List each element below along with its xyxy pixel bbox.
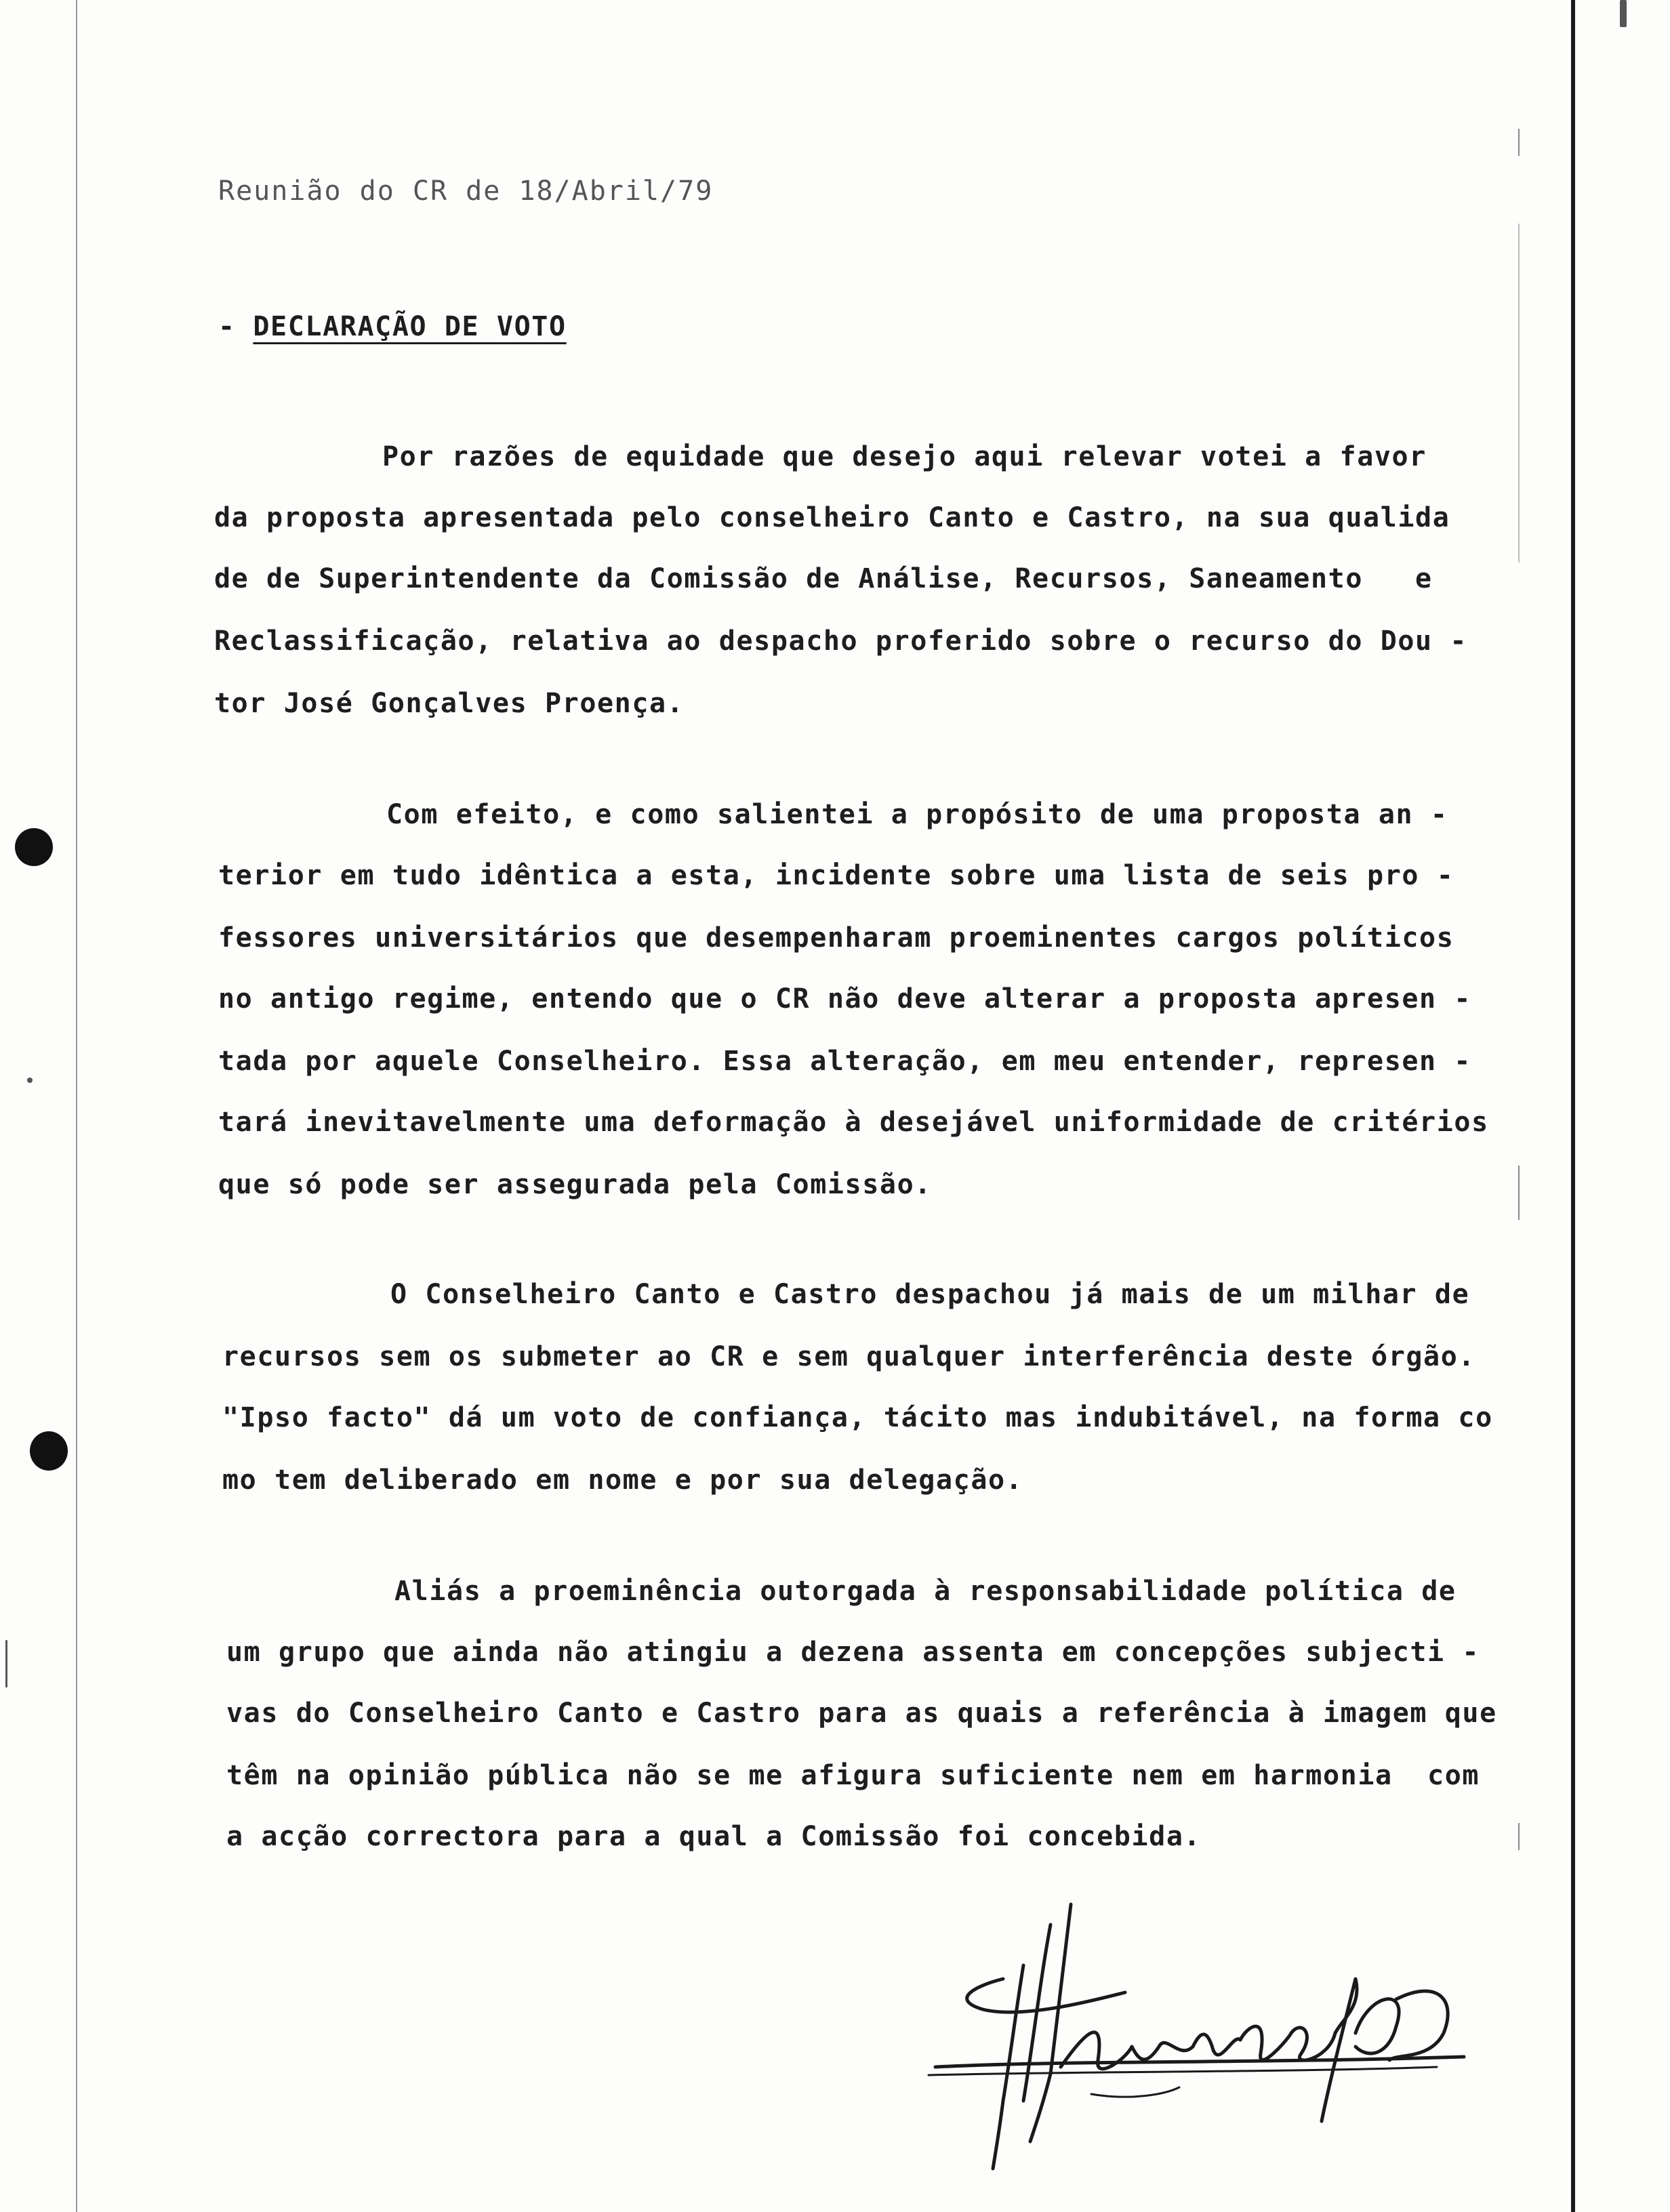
handwritten-signature (922, 1898, 1478, 2182)
paragraph-3-line-3: "Ipso facto" dá um voto de confiança, tácito mas indubitável, na forma co (222, 1402, 1493, 1433)
paragraph-1-line-2: da proposta apresentada pelo conselheiro Canto e Castro, na sua qualida (214, 502, 1450, 533)
section-title-prefix: - (218, 311, 253, 342)
paragraph-2-line-5: tada por aquele Conselheiro. Essa alteração, em meu entender, represen - (218, 1046, 1472, 1077)
paragraph-3-line-1: O Conselheiro Canto e Castro despachou já mais de um milhar de (390, 1279, 1470, 1310)
paragraph-4-line-3: vas do Conselheiro Canto e Castro para as quais a referência à imagem que (226, 1698, 1497, 1729)
paragraph-2-line-4: no antigo regime, entendo que o CR não deve alterar a proposta apresen - (218, 983, 1472, 1015)
paragraph-3-line-4: mo tem deliberado em nome e por sua delegação. (222, 1465, 1023, 1496)
section-title-text: DECLARAÇÃO DE VOTO (253, 311, 567, 342)
paragraph-3-line-2: recursos sem os submeter ao CR e sem qualquer interferência deste órgão. (222, 1341, 1476, 1372)
paragraph-1-line-1: Por razões de equidade que desejo aqui relevar votei a favor (382, 441, 1427, 472)
paragraph-1-line-4: Reclassificação, relativa ao despacho proferido sobre o recurso do Dou - (214, 626, 1468, 657)
paragraph-2-line-7: que só pode ser assegurada pela Comissão. (218, 1169, 932, 1200)
paragraph-4-line-5: a acção correctora para a qual a Comissão foi concebida. (226, 1821, 1202, 1852)
paragraph-4-line-4: têm na opinião pública não se me afigura suficiente nem em harmonia com (226, 1760, 1480, 1791)
paragraph-1-line-5: tor José Gonçalves Proença. (214, 688, 685, 719)
paragraph-1-line-3: de de Superintendente da Comissão de Análise, Recursos, Saneamento e (214, 563, 1433, 594)
section-title (218, 313, 567, 340)
paragraph-2-line-3: fessores universitários que desempenharam proeminentes cargos políticos (218, 922, 1454, 954)
paragraph-2-line-6: tará inevitavelmente uma deformação à desejável uniformidade de critérios (218, 1107, 1489, 1138)
meeting-header: Reunião do CR de 18/Abril/79 (218, 176, 714, 207)
paragraph-4-line-2: um grupo que ainda não atingiu a dezena assenta em concepções subjecti - (226, 1637, 1480, 1668)
paragraph-2-line-1: Com efeito, e como salientei a propósito de uma proposta an - (386, 799, 1448, 830)
paragraph-2-line-2: terior em tudo idêntica a esta, incidente sobre uma lista de seis pro - (218, 860, 1454, 891)
paragraph-4-line-1: Aliás a proeminência outorgada à responsabilidade política de (394, 1576, 1457, 1607)
